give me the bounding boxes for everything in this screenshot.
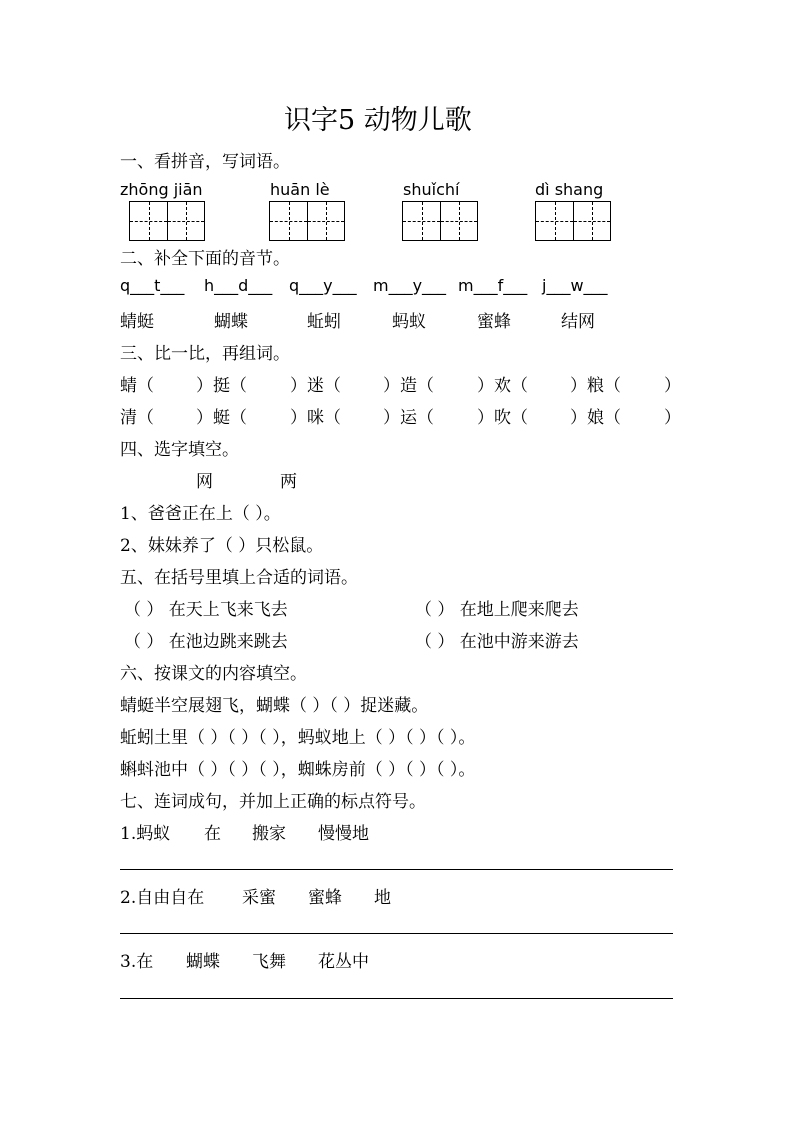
word-chunk: 3.在: [120, 952, 154, 972]
syllable-blank[interactable]: q___y___: [289, 276, 357, 295]
pinyin-2: huān lè: [270, 180, 330, 199]
word-chunk: 采蜜: [242, 888, 276, 908]
compare-cell: 蜻（: [120, 376, 154, 396]
section-1-heading: 一、看拼音，写词语。: [120, 152, 290, 172]
answer-line[interactable]: [120, 933, 673, 934]
writing-grid-3[interactable]: [402, 201, 478, 241]
compare-cell: 清（: [120, 408, 154, 428]
compare-cell: ）迷（: [290, 376, 341, 396]
fill-phrase: （ ） 在池中游来游去: [415, 632, 579, 652]
writing-cell[interactable]: [270, 202, 307, 240]
compare-cell: ）蜓（: [196, 408, 247, 428]
answer-line[interactable]: [120, 998, 673, 999]
word-chunk: 慢慢地: [318, 824, 369, 844]
section-2-heading: 二、补全下面的音节。: [120, 249, 290, 269]
word-chunk: 在: [204, 824, 221, 844]
section-5-heading: 五、在括号里填上合适的词语。: [120, 568, 358, 588]
pinyin-3: shuǐchí: [403, 180, 460, 199]
writing-cell[interactable]: [307, 202, 344, 240]
writing-cell[interactable]: [573, 202, 610, 240]
text-fill-line-2: 蚯蚓土里（ ）（ ）（ ），蚂蚁地上（ ）（ ）（ ）。: [120, 728, 476, 748]
word: 蚯蚓: [307, 312, 341, 332]
word: 蜻蜓: [120, 312, 154, 332]
fill-question-1: 1、爸爸正在上（ ）。: [120, 504, 281, 524]
compare-cell: ）吹（: [477, 408, 528, 428]
compare-cell: ）: [664, 408, 681, 428]
compare-cell: ）粮（: [570, 376, 621, 396]
pinyin-4: dì shang: [535, 180, 604, 199]
word-chunk: 地: [374, 888, 391, 908]
syllable-blank[interactable]: j___w___: [542, 276, 608, 295]
compare-cell: ）咪（: [290, 408, 341, 428]
compare-cell: ）挺（: [196, 376, 247, 396]
writing-cell[interactable]: [403, 202, 440, 240]
word-chunk: 2.自由自在: [120, 888, 205, 908]
writing-cell[interactable]: [440, 202, 477, 240]
fill-question-2: 2、妹妹养了（ ）只松鼠。: [120, 536, 324, 556]
word-chunk: 蜜蜂: [308, 888, 342, 908]
word-chunk: 飞舞: [252, 952, 286, 972]
word: 蝴蝶: [214, 312, 248, 332]
writing-grid-2[interactable]: [269, 201, 345, 241]
word-chunk: 蝴蝶: [186, 952, 220, 972]
writing-cell[interactable]: [130, 202, 167, 240]
text-fill-line-3: 蝌蚪池中（ ）（ ）（ ），蜘蛛房前（ ）（ ）（ ）。: [120, 760, 476, 780]
text-fill-line-1: 蜻蜓半空展翅飞，蝴蝶（ ）（ ）捉迷藏。: [120, 696, 429, 716]
word: 蜜蜂: [477, 312, 511, 332]
section-6-heading: 六、按课文的内容填空。: [120, 664, 307, 684]
page-title: 识字5 动物儿歌: [284, 105, 472, 136]
compare-cell: ）娘（: [570, 408, 621, 428]
writing-grid-4[interactable]: [535, 201, 611, 241]
fill-phrase: （ ） 在池边跳来跳去: [124, 632, 288, 652]
fill-phrase: （ ） 在地上爬来爬去: [415, 600, 579, 620]
syllable-blank[interactable]: h___d___: [204, 276, 273, 295]
section-4-heading: 四、选字填空。: [120, 440, 239, 460]
answer-line[interactable]: [120, 869, 673, 870]
word: 结网: [561, 312, 595, 332]
compare-cell: ）造（: [383, 376, 434, 396]
section-3-heading: 三、比一比，再组词。: [120, 344, 290, 364]
writing-cell[interactable]: [536, 202, 573, 240]
syllable-blank[interactable]: m___f___: [458, 276, 528, 295]
compare-cell: ）运（: [383, 408, 434, 428]
word-chunk: 搬家: [252, 824, 286, 844]
word: 蚂蚁: [392, 312, 426, 332]
pinyin-1: zhōng jiān: [120, 180, 203, 199]
choice-char: 两: [280, 472, 297, 492]
compare-cell: ）欢（: [477, 376, 528, 396]
word-chunk: 1.蚂蚁: [120, 824, 171, 844]
section-7-heading: 七、连词成句，并加上正确的标点符号。: [120, 792, 426, 812]
syllable-blank[interactable]: q___t___: [120, 276, 185, 295]
compare-cell: ）: [664, 376, 681, 396]
choice-char: 网: [196, 472, 213, 492]
writing-cell[interactable]: [167, 202, 204, 240]
writing-grid-1[interactable]: [129, 201, 205, 241]
syllable-blank[interactable]: m___y___: [373, 276, 447, 295]
word-chunk: 花丛中: [318, 952, 369, 972]
fill-phrase: （ ） 在天上飞来飞去: [124, 600, 288, 620]
